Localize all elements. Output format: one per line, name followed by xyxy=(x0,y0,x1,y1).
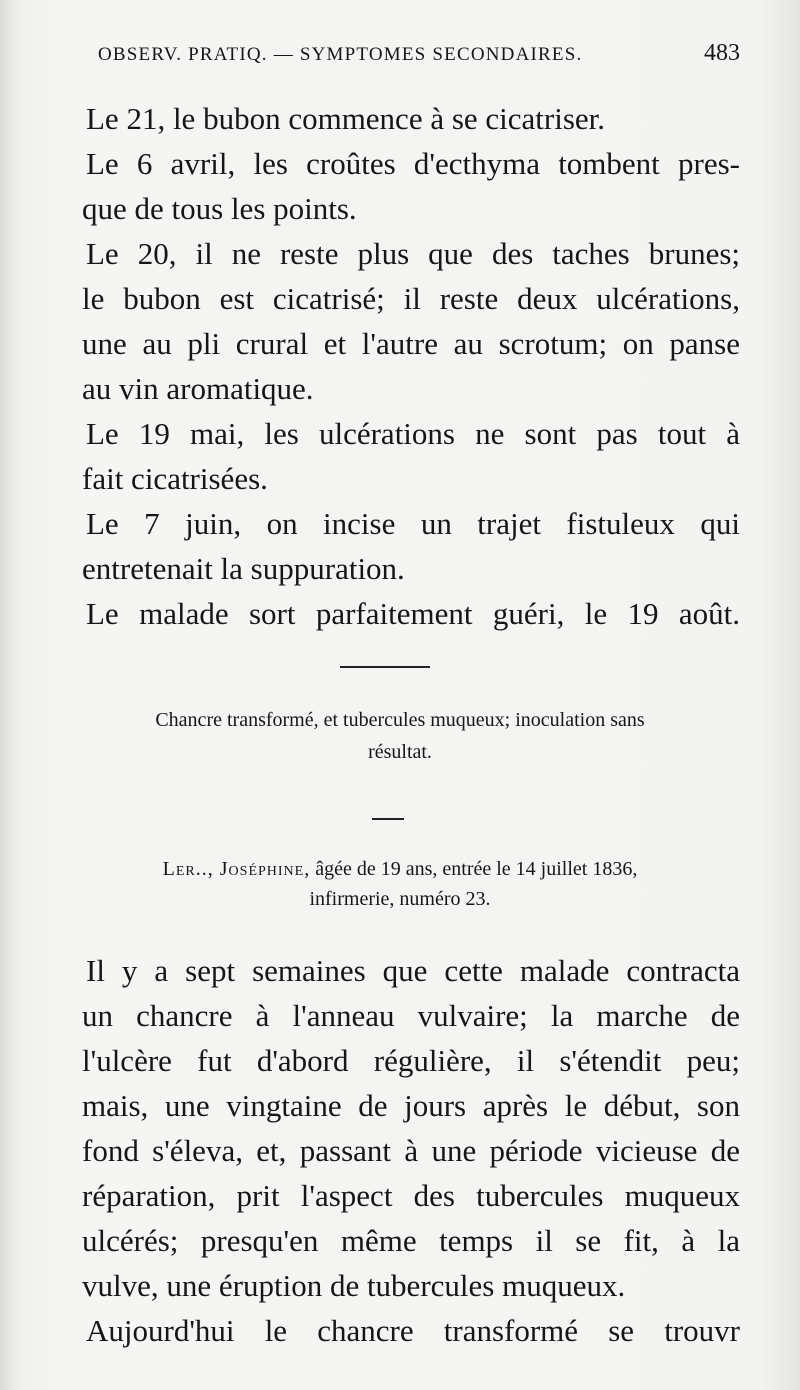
text-line: une au pli crural et l'autre au scrotum; on panse xyxy=(82,326,740,361)
text-line: un chancre à l'anneau vulvaire; la marche de xyxy=(82,998,740,1033)
text-line: Le 6 avril, les croûtes d'ecthyma tombent pres- xyxy=(86,146,740,181)
page-number: 483 xyxy=(704,40,740,66)
paragraphs-block-2 xyxy=(82,948,740,1353)
paragraphs-block-1 xyxy=(82,96,740,636)
text-line: au vin aromatique. xyxy=(82,371,314,406)
running-header xyxy=(98,40,740,66)
text-line: Le 7 juin, on incise un trajet fistuleux qui xyxy=(86,506,740,541)
case-line: infirmerie, numéro 23. xyxy=(309,888,491,910)
observation-caption xyxy=(60,704,740,768)
text-line: Le 21, le bubon commence à se cicatriser. xyxy=(86,101,606,136)
text-line: fond s'éleva, et, passant à une période vicieuse de xyxy=(82,1133,740,1168)
text-line: le bubon est cicatrisé; il reste deux ulcérations, xyxy=(82,281,740,316)
text-line: fait cicatrisées. xyxy=(82,461,268,496)
text-line: entretenait la suppuration. xyxy=(82,551,405,586)
caption-line: Chancre transformé, et tubercules muqueux; inoculation sans xyxy=(155,709,645,731)
short-divider xyxy=(372,818,404,820)
text-line: ulcérés; presqu'en même temps il se fit, à la xyxy=(82,1223,740,1258)
case-heading xyxy=(60,854,740,914)
running-title: OBSERV. PRATIQ. — SYMPTOMES SECONDAIRES. xyxy=(98,44,583,65)
text-line: que de tous les points. xyxy=(82,191,357,226)
text-line: Aujourd'hui le chancre transformé se trouvr xyxy=(86,1313,740,1348)
text-line: l'ulcère fut d'abord régulière, il s'étendit peu; xyxy=(82,1043,740,1078)
text-line: Le 20, il ne reste plus que des taches brunes; xyxy=(86,236,740,271)
text-line: vulve, une éruption de tubercules muqueux. xyxy=(82,1268,626,1303)
section-divider xyxy=(340,666,430,668)
text-line: Il y a sept semaines que cette malade contracta xyxy=(86,953,740,988)
text-line: réparation, prit l'aspect des tubercules muqueux xyxy=(82,1178,740,1213)
patient-details: âgée de 19 ans, entrée le 14 juillet 1836, xyxy=(315,858,638,880)
caption-line: résultat. xyxy=(368,741,432,763)
text-line: mais, une vingtaine de jours après le début, son xyxy=(82,1088,740,1123)
case-line xyxy=(60,854,740,884)
patient-name: Ler.., Joséphine, xyxy=(162,858,311,880)
text-line: Le malade sort parfaitement guéri, le 19 août. xyxy=(86,596,740,631)
text-line: Le 19 mai, les ulcérations ne sont pas tout à xyxy=(86,416,740,451)
